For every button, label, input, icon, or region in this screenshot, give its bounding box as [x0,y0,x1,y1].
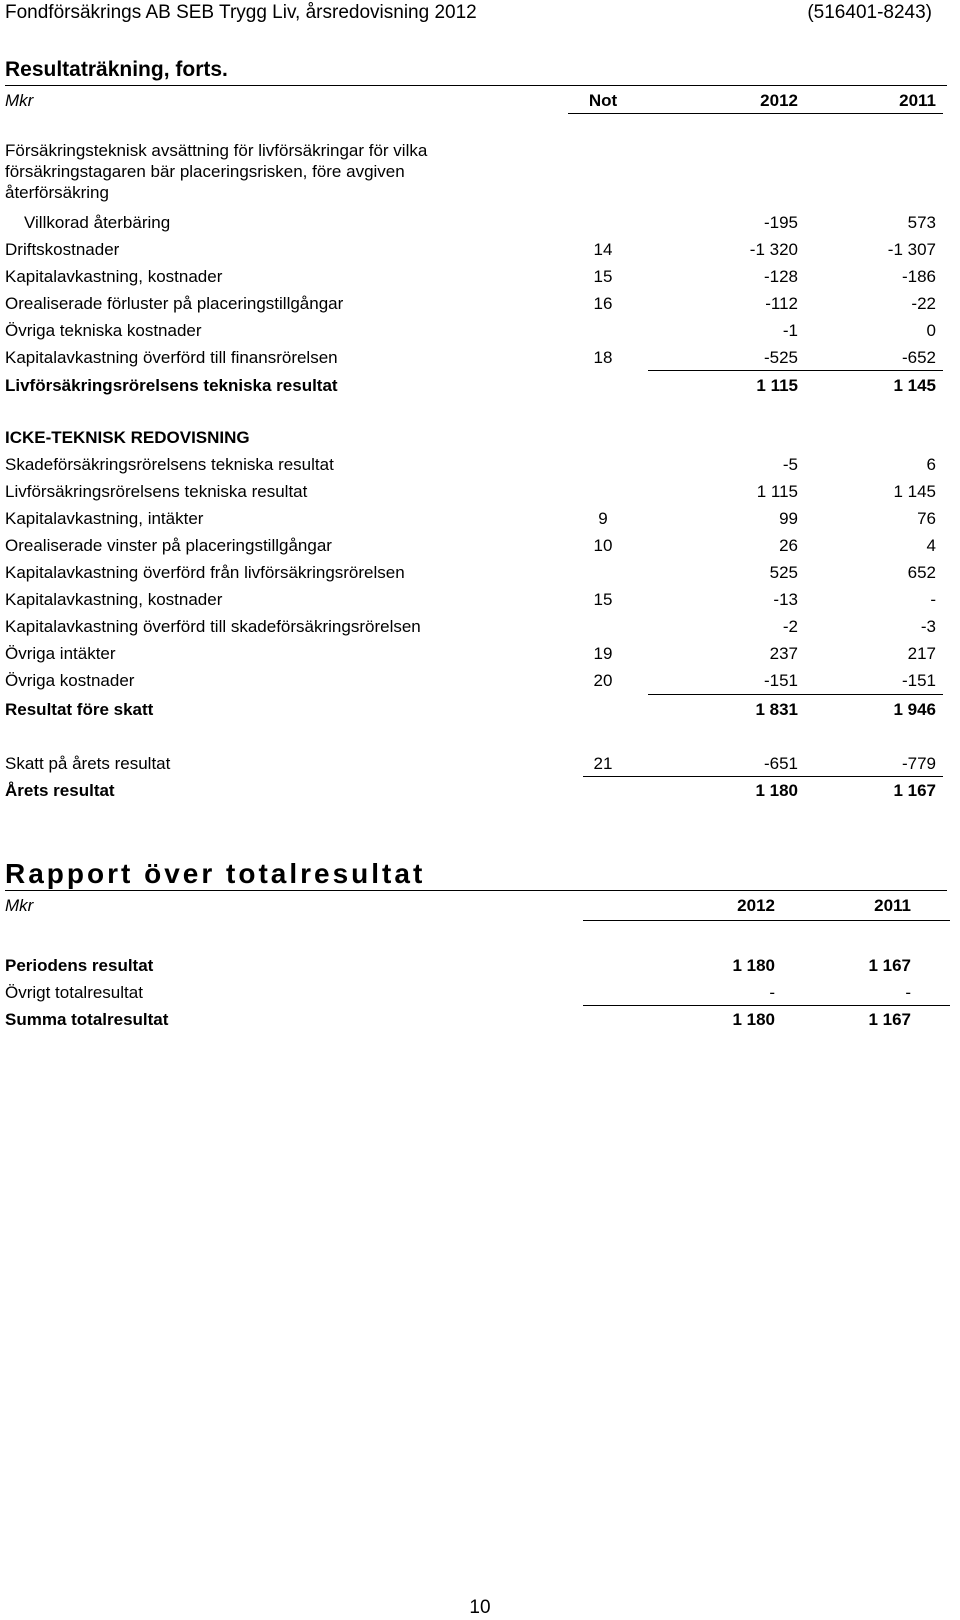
row-value-2012: -651 [763,754,798,773]
row-value-2012: -5 [782,455,798,474]
row-note: 10 [593,536,613,555]
row-note: 18 [593,348,613,367]
row-value-2011: 652 [907,563,936,582]
row-label: Skatt på årets resultat [5,754,171,773]
table-row [0,669,960,693]
table-row [0,954,960,978]
row-label: Villkorad återbäring [24,213,171,232]
column-header-row [0,894,960,918]
row-value-2011: -22 [911,294,936,313]
title-divider [5,890,947,891]
report-header-title: Fondförsäkrings AB SEB Trygg Liv, årsredovisning 2012 [5,2,477,23]
unit-label: Mkr [5,91,34,110]
row-value-2011: 1 167 [868,1010,911,1029]
title-divider [5,85,947,86]
row-label: Driftskostnader [5,240,120,259]
row-label: Årets resultat [5,781,115,800]
row-value-2012: -13 [773,590,798,609]
row-label: Resultat före skatt [5,700,154,719]
provision-heading [5,140,525,203]
row-note: 15 [593,590,613,609]
table-row [0,507,960,531]
table-row [0,534,960,558]
year-2012-header: 2012 [760,91,798,110]
row-value-2011: 4 [926,536,936,555]
row-value-2012: - [769,983,775,1002]
table-row [0,211,960,235]
row-note: 14 [593,240,613,259]
row-label: Livförsäkringsrörelsens tekniska resultat [5,376,338,395]
table-row [0,292,960,316]
row-value-2011: -1 307 [887,240,936,259]
row-note: 16 [593,294,613,313]
row-label: Övriga tekniska kostnader [5,321,202,340]
table-row [0,642,960,666]
provision-heading-line: Försäkringsteknisk avsättning för livförsäkringar för vilka [5,141,428,160]
row-value-2012: 1 115 [756,482,798,501]
row-value-2011: -779 [901,754,936,773]
row-label: Kapitalavkastning överförd från livförsäkringsrörelsen [5,563,405,582]
row-label: Orealiserade vinster på placeringstillgångar [5,536,332,555]
year-2012-header: 2012 [737,896,775,915]
provision-heading-line: återförsäkring [5,183,109,202]
row-value-2011: - [905,983,911,1002]
row-note: 19 [593,644,613,663]
table-row-total [0,374,960,398]
table-row [0,265,960,289]
row-value-2012: 525 [769,563,798,582]
income-statement-title: Resultaträkning, forts. [5,58,228,81]
row-label: Livförsäkringsrörelsens tekniska resultat [5,482,308,501]
row-value-2012: -151 [763,671,798,690]
row-note: 21 [593,754,613,773]
row-value-2012: -128 [763,267,798,286]
table-row [0,319,960,343]
row-note: 20 [593,671,613,690]
row-label: Övrigt totalresultat [5,983,143,1002]
year-2011-header: 2011 [874,896,911,915]
row-value-2011: -186 [901,267,936,286]
row-label: Orealiserade förluster på placeringstillgångar [5,294,344,313]
section-heading [0,426,960,450]
row-value-2011: 1 145 [893,376,936,395]
row-value-2012: 99 [779,509,798,528]
subtotal-rule [648,694,943,695]
row-value-2011: 1 167 [868,956,911,975]
table-row [0,238,960,262]
page-number: 10 [469,1597,491,1618]
header-underline [568,113,943,114]
row-value-2011: 1 946 [893,700,936,719]
column-header-row [0,89,960,113]
row-value-2011: 217 [907,644,936,663]
subtotal-rule [583,776,943,777]
subtotal-rule [648,370,943,371]
row-value-2012: 1 115 [756,376,798,395]
row-value-2011: -151 [901,671,936,690]
row-value-2012: -1 320 [749,240,798,259]
row-value-2012: 1 831 [755,700,798,719]
year-2011-header: 2011 [899,91,936,110]
row-label: Övriga kostnader [5,671,135,690]
provision-heading-line: försäkringstagaren bär placeringsrisken, före avgiven [5,162,405,181]
table-row-total [0,1008,960,1032]
table-row [0,453,960,477]
row-value-2011: 76 [917,509,936,528]
row-value-2011: 0 [926,321,936,340]
table-row-total [0,779,960,803]
row-value-2012: 237 [769,644,798,663]
subtotal-rule [583,1005,950,1006]
table-row [0,346,960,370]
unit-label: Mkr [5,896,34,915]
company-id: (516401-8243) [807,2,932,23]
row-value-2012: 1 180 [755,781,798,800]
row-value-2011: - [930,590,936,609]
row-label: Summa totalresultat [5,1010,169,1029]
row-label: Övriga intäkter [5,644,116,663]
row-note: 9 [598,509,608,528]
table-row [0,752,960,776]
row-value-2012: -525 [763,348,798,367]
row-value-2012: -195 [763,213,798,232]
table-row [0,981,960,1005]
row-value-2011: 573 [907,213,936,232]
table-row [0,480,960,504]
row-value-2012: -112 [765,294,798,313]
table-row [0,615,960,639]
row-note: 15 [593,267,613,286]
row-label: Kapitalavkastning överförd till finansrörelsen [5,348,338,367]
row-value-2012: 1 180 [732,1010,775,1029]
row-value-2012: 26 [779,536,798,555]
row-value-2012: -1 [782,321,798,340]
row-value-2011: -3 [920,617,936,636]
table-row-total [0,698,960,722]
row-label: Kapitalavkastning, kostnader [5,267,223,286]
table-row [0,561,960,585]
row-value-2011: 1 145 [893,482,936,501]
note-column-header: Not [588,91,618,110]
header-underline [583,920,950,921]
row-label: Skadeförsäkringsrörelsens tekniska resultat [5,455,334,474]
row-value-2012: -2 [782,617,798,636]
comprehensive-income-title: Rapport över totalresultat [5,858,426,889]
row-label: Kapitalavkastning, intäkter [5,509,204,528]
table-row [0,588,960,612]
row-value-2011: -652 [901,348,936,367]
row-label: Periodens resultat [5,956,154,975]
row-value-2011: 1 167 [893,781,936,800]
row-label: Kapitalavkastning överförd till skadeförsäkringsrörelsen [5,617,421,636]
row-label: Kapitalavkastning, kostnader [5,590,223,609]
row-value-2011: 6 [926,455,936,474]
row-value-2012: 1 180 [732,956,775,975]
non-technical-title: ICKE-TEKNISK REDOVISNING [5,428,250,447]
